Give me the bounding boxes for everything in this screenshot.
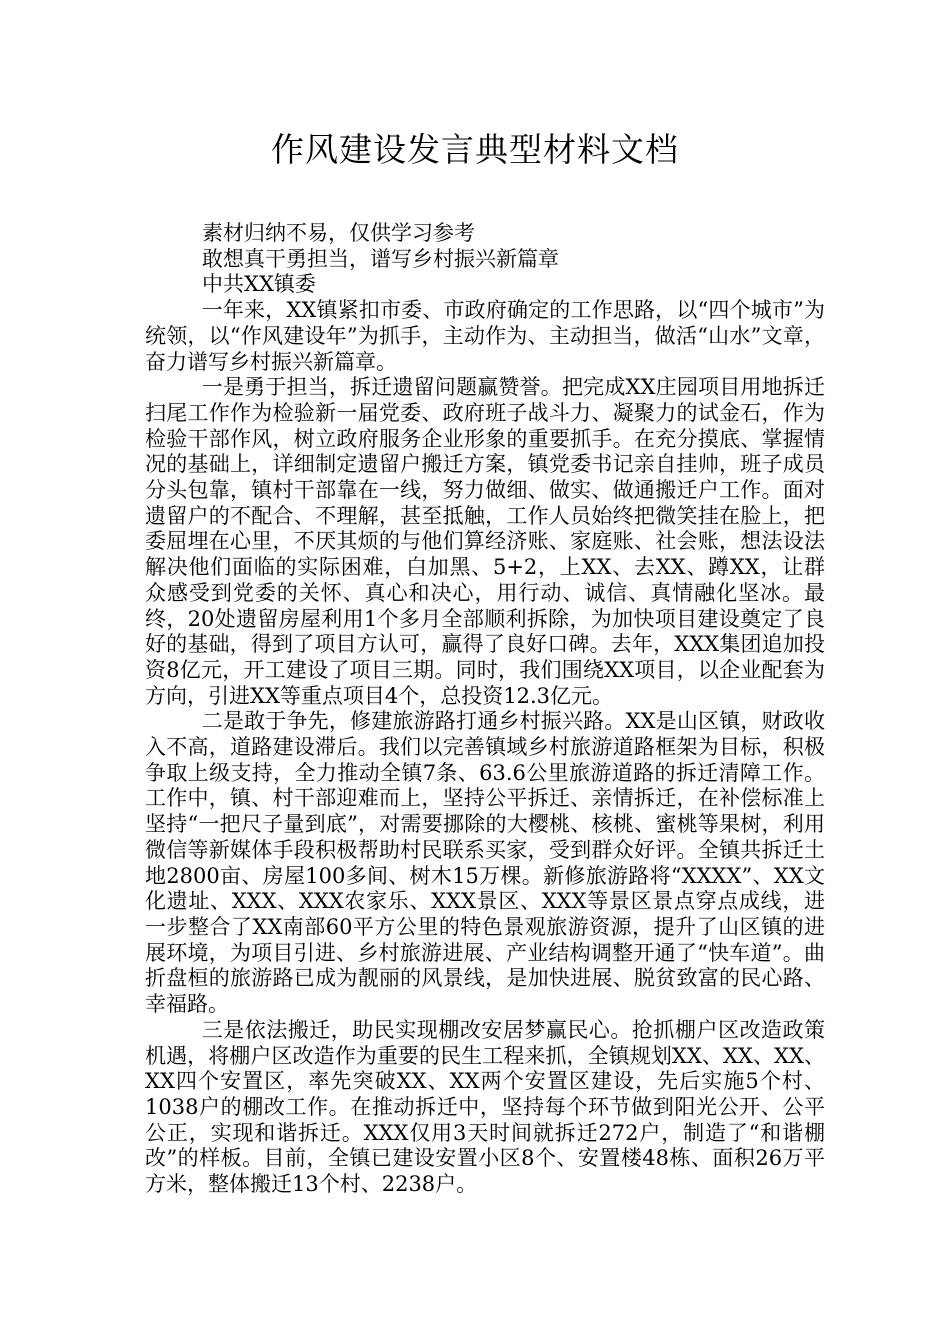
paragraph-point-two: 二是敢于争先，修建旅游路打通乡村振兴路。XX是山区镇，财政收入不高，道路建设滞后。我们以完善镇域乡村旅游道路框架为目标，积极争取上级支持，全力推动全镇7条、63.6公里旅游道路的拆迁清障工作。工作中，镇、村干部迎难而上，坚持公平拆迁、亲情拆迁，在补偿标准上坚持“一把尺子量到底”，对需要挪除的大樱桃、核桃、蜜桃等果树，利用微信等新媒体手段积极帮助村民联系买家，受到群众好评。全镇共拆迁土地2800亩、房屋100多间、树木15万棵。新修旅游路将“XXXX”、XX文化遗址、XXX、XXX农家乐、XXX景区、XXX等景区景点穿点成线，进一步整合了XX南部60平方公里的特色景观旅游资源，提升了山区镇的进展环境，为项目引进、乡村旅游进展、产业结构调整开通了“快车道”。曲折盘桓的旅游路已成为靓丽的风景线，是加快进展、脱贫致富的民心路、幸福路。 xyxy=(145,709,825,1017)
speech-title: 敢想真干勇担当，谱写乡村振兴新篇章 xyxy=(202,246,559,271)
paragraph-intro: 一年来，XX镇紧扣市委、市政府确定的工作思路，以“四个城市”为统领，以“作风建设年”为抓手，主动作为、主动担当，做活“山水”文章，奋力谱写乡村振兴新篇章。 xyxy=(145,298,825,374)
document-body xyxy=(145,221,825,1198)
document-title: 作风建设发言典型材料文档 xyxy=(271,130,679,169)
paragraph-point-one: 一是勇于担当，拆迁遗留问题赢赞誉。把完成XX庄园项目用地拆迁扫尾工作作为检验新一届党委、政府班子战斗力、凝聚力的试金石，作为检验干部作风，树立政府服务企业形象的重要抓手。在充分摸底、掌握情况的基础上，详细制定遗留户搬迁方案，镇党委书记亲自挂帅，班子成员分头包靠，镇村干部靠在一线，努力做细、做实、做通搬迁户工作。面对遗留户的不配合、不理解，甚至抵触，工作人员始终把微笑挂在脸上，把委屈埋在心里，不厌其烦的与他们算经济账、家庭账、社会账，想法设法解决他们面临的实际困难，白加黑、5+2，上XX、去XX、蹲XX，让群众感受到党委的关怀、真心和决心，用行动、诚信、真情融化坚冰。最终，20处遗留房屋利用1个多月全部顺利拆除，为加快项目建设奠定了良好的基础，得到了项目方认可，赢得了良好口碑。去年，XXX集团追加投资8亿元，开工建设了项目三期。同时，我们围绕XX项目，以企业配套为方向，引进XX等重点项目4个，总投资12.3亿元。 xyxy=(145,375,825,708)
paragraph-point-three: 三是依法搬迁，助民实现棚改安居梦赢民心。抢抓棚户区改造政策机遇，将棚户区改造作为重要的民生工程来抓，全镇规划XX、XX、XX、XX四个安置区，率先突破XX、XX两个安置区建设，先后实施5个村、1038户的棚改工作。在推动拆迁中，坚持每个环节做到阳光公开、公平公正，实现和谐拆迁。XXX仅用3天时间就拆迁272户，制造了“和谐棚改”的样板。目前，全镇已建设安置小区8个、安置楼48栋、面积26万平方米，整体搬迁13个村、2238户。 xyxy=(145,1017,825,1197)
speaker-organization: 中共XX镇委 xyxy=(202,272,316,297)
source-note: 素材归纳不易，仅供学习参考 xyxy=(202,221,475,245)
